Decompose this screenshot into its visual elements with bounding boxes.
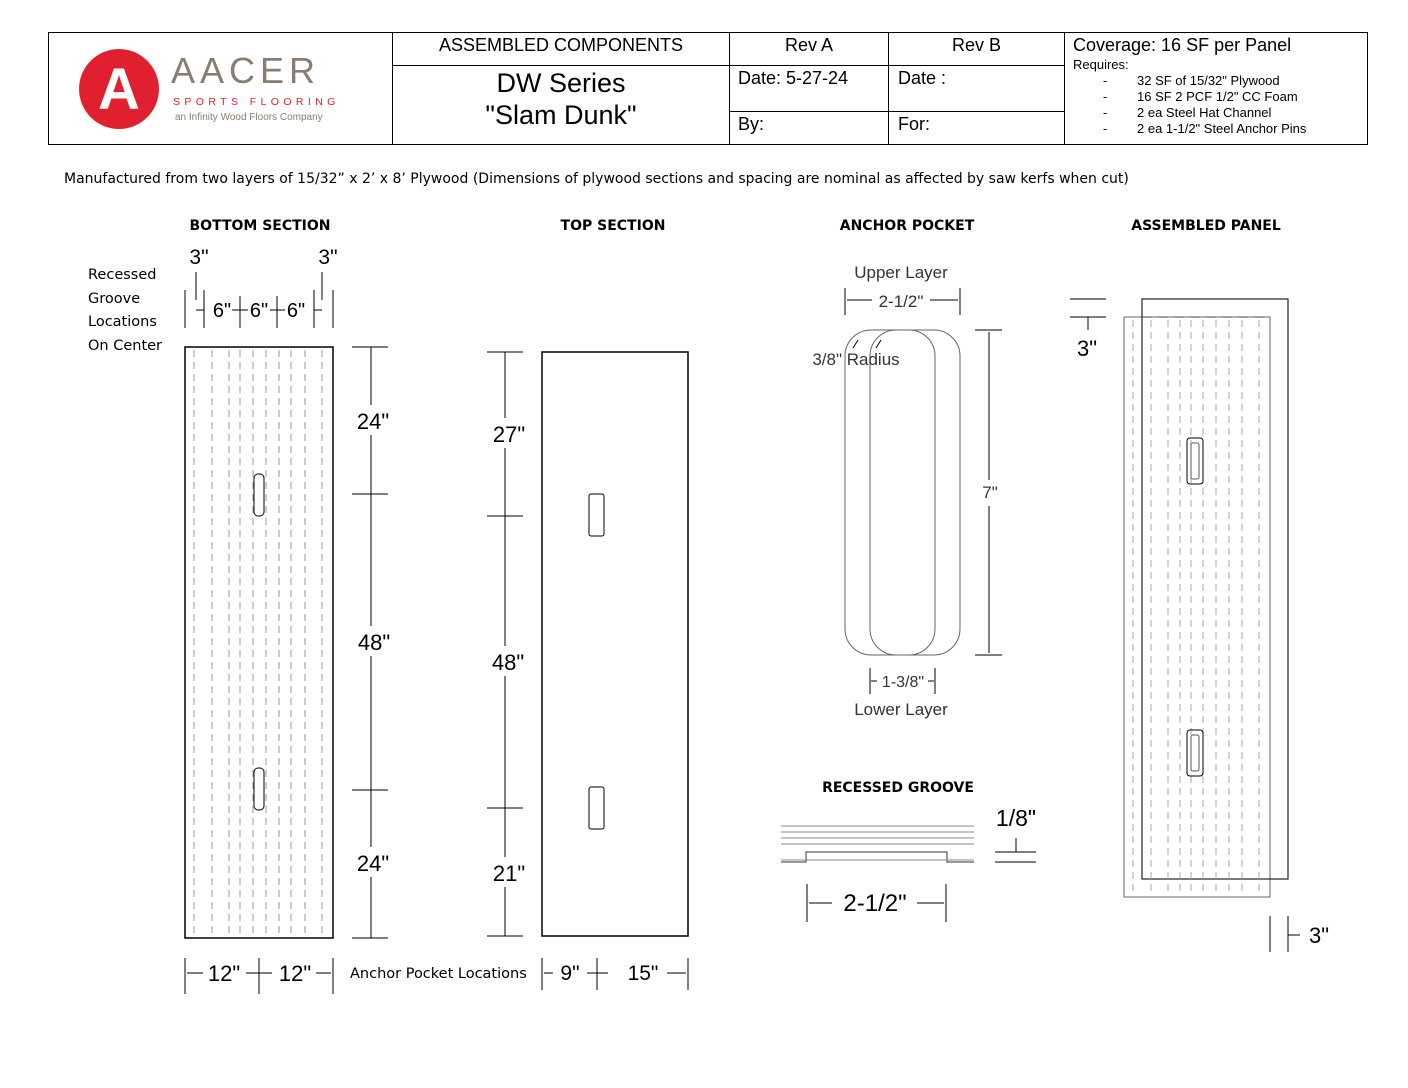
assembled-bottom-layer — [1124, 317, 1270, 897]
caption-assembled-panel: ASSEMBLED PANEL — [1131, 218, 1281, 234]
requires-label: Requires: — [1073, 57, 1129, 72]
dim-assembled-bottom-offset: 3" — [1308, 923, 1330, 948]
dim-top-upper: 27" — [492, 422, 526, 447]
bottom-anchor-pocket-upper — [254, 474, 264, 516]
dim-bottom-width: 12" — [278, 961, 312, 986]
dim-groove-width: 2-1/2" — [843, 890, 907, 917]
caption-top-section: TOP SECTION — [560, 218, 666, 234]
label-upper-layer: Upper Layer — [854, 263, 948, 282]
label-lower-layer: Lower Layer — [854, 700, 948, 719]
top-anchor-pocket-upper — [589, 494, 604, 536]
date-a: Date: 5-27-24 — [738, 68, 849, 88]
top-anchor-pocket-lower — [589, 787, 604, 829]
dim-bottom-lower: 24" — [356, 851, 390, 876]
dim-pocket-height: 7" — [982, 483, 998, 502]
series-title: DW Series — [496, 68, 626, 98]
requirement-item: - 2 ea 1-1/2" Steel Anchor Pins — [1103, 121, 1307, 136]
requirement-item: - 16 SF 2 PCF 1/2" CC Foam — [1103, 89, 1298, 104]
dim-spacing: 6" — [212, 300, 232, 322]
caption-bottom-section: BOTTOM SECTION — [189, 218, 331, 234]
product-name: "Slam Dunk" — [485, 100, 637, 130]
for-label: For: — [898, 114, 931, 134]
dim-assembled-top-offset: 3" — [1076, 336, 1098, 361]
dim-groove-depth: 1/8" — [995, 805, 1037, 831]
bottom-section-panel — [185, 347, 333, 938]
rev-b: Rev B — [951, 35, 1002, 55]
dim-spacing: 6" — [249, 300, 269, 322]
requirement-item: - 32 SF of 15/32" Plywood — [1103, 73, 1280, 88]
dim-upper-width: 2-1/2" — [878, 292, 924, 311]
assembled-groove-lines — [1133, 320, 1259, 892]
dim-top-lower: 21" — [492, 861, 526, 886]
logo-sub: SPORTS FLOORING — [173, 96, 340, 108]
dim-bottom-top: 24" — [356, 409, 390, 434]
by-label: By: — [738, 114, 765, 134]
caption-anchor-pocket: ANCHOR POCKET — [839, 218, 975, 234]
requirement-item: - 2 ea Steel Hat Channel — [1103, 105, 1272, 120]
bottom-anchor-pocket-lower — [254, 768, 264, 810]
assembled-anchor-lower — [1187, 730, 1203, 776]
logo-letter: A — [98, 57, 140, 122]
dim-top-width: 15" — [627, 962, 659, 985]
rev-a: Rev A — [784, 35, 834, 55]
bottom-groove-lines — [194, 350, 322, 935]
top-section-panel — [542, 352, 688, 936]
heading: ASSEMBLED COMPONENTS — [438, 35, 684, 55]
dim-bottom-middle: 48" — [357, 630, 391, 655]
caption-recessed-groove: RECESSED GROOVE — [822, 780, 974, 796]
logo-tagline: an Infinity Wood Floors Company — [175, 112, 323, 123]
dim-top-middle: 48" — [491, 650, 525, 675]
dim-right-edge: 3" — [318, 246, 338, 269]
anchor-pocket-upper-layer — [845, 330, 960, 655]
dim-left-edge: 3" — [189, 246, 209, 269]
manufacture-note: Manufactured from two layers of 15/32” x 2’ x 8’ Plywood (Dimensions of plywood sections and spacing are nominal as affected by saw kerfs when cut) — [64, 171, 1129, 187]
dim-spacing: 6" — [286, 300, 306, 322]
assembled-top-layer — [1142, 299, 1288, 879]
dim-lower-width: 1-3/8" — [881, 674, 925, 691]
assembled-anchor-upper — [1187, 438, 1203, 484]
anchor-pocket-lower-layer — [870, 330, 935, 655]
dim-bottom-width: 12" — [207, 961, 241, 986]
date-b: Date : — [898, 68, 947, 88]
coverage: Coverage: 16 SF per Panel — [1073, 35, 1292, 55]
dim-top-width: 9" — [560, 962, 580, 985]
groove-locations-label: Recessed Groove Locations On Center — [88, 267, 163, 354]
label-radius: 3/8" Radius — [812, 350, 900, 369]
anchor-pocket-locations-label: Anchor Pocket Locations — [350, 966, 527, 982]
logo-brand: AACER — [171, 50, 321, 91]
